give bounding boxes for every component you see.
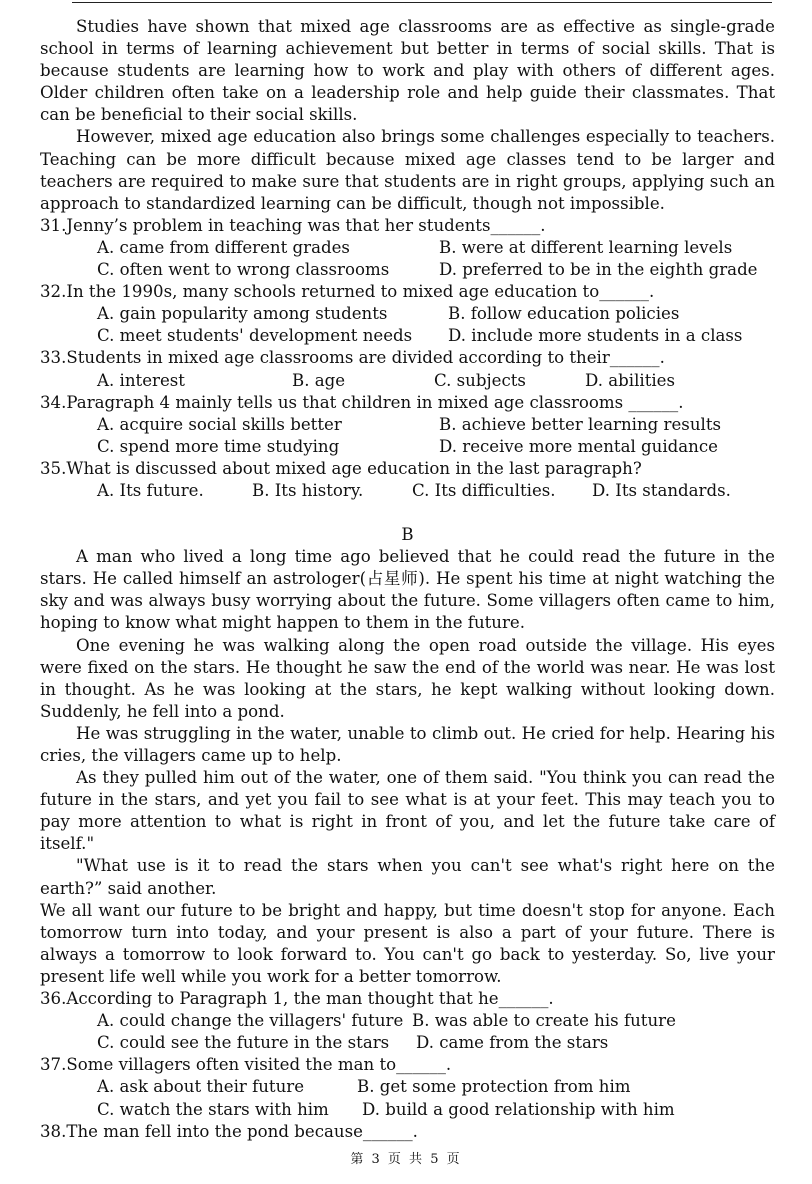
passage-b-paragraph: He was struggling in the water, unable to climb out. He cried for help. Hearing his cries, the villagers came up to help. <box>40 723 775 765</box>
option-c[interactable]: C. spend more time studying <box>97 436 340 456</box>
option-d[interactable]: D. preferred to be in the eighth grade <box>439 260 758 280</box>
exam-page <box>40 16 775 1143</box>
question-35: 35.What is discussed about mixed age education in the last paragraph? <box>40 458 642 478</box>
options-row <box>40 237 775 259</box>
option-c[interactable]: C. Its difficulties. <box>412 480 556 500</box>
option-d[interactable]: D. abilities <box>585 370 676 390</box>
question-36: 36.According to Paragraph 1, the man thought that he______. <box>40 989 554 1009</box>
options-row <box>40 1010 775 1032</box>
question-37: 37.Some villagers often visited the man to______. <box>40 1055 452 1075</box>
passage-b-paragraph: A man who lived a long time ago believed that he could read the future in the stars. He called himself an astrologer(占星师). He spent his time at night watching the sky and was always busy worrying about the future. Some villagers often came to him, hoping to know what might happen to them in the future. <box>40 547 775 633</box>
option-a[interactable]: A. could change the villagers' future <box>97 1011 404 1031</box>
options-row <box>40 1099 775 1121</box>
options-row <box>40 1076 775 1098</box>
option-a[interactable]: A. interest <box>97 370 185 390</box>
option-d[interactable]: D. include more students in a class <box>448 326 743 346</box>
question-34: 34.Paragraph 4 mainly tells us that children in mixed age classrooms ______. <box>40 392 684 412</box>
passage-a-paragraph: Studies have shown that mixed age classrooms are as effective as single-grade school in terms of learning achievement but better in terms of social skills. That is because students are learning how to work and play with others of different ages. Older children often take on a leadership role and help guide their classmates. That can be beneficial to their social skills. <box>40 17 775 125</box>
option-d[interactable]: D. came from the stars <box>416 1033 609 1053</box>
option-c[interactable]: C. often went to wrong classrooms <box>97 260 390 280</box>
option-c[interactable]: C. meet students' development needs <box>97 326 413 346</box>
option-c[interactable]: C. could see the future in the stars <box>97 1033 390 1053</box>
option-a[interactable]: A. acquire social skills better <box>97 414 342 434</box>
question-32: 32.In the 1990s, many schools returned to mixed age education to______. <box>40 282 655 302</box>
options-row <box>40 259 775 281</box>
passage-a-paragraph: However, mixed age education also brings some challenges especially to teachers. Teaching can be more difficult because mixed age classes tend to be larger and teachers are required to make sure that students are in right groups, applying such an approach to standardized learning can be difficult, though not impossible. <box>40 127 775 213</box>
option-b[interactable]: B. Its history. <box>252 480 364 500</box>
passage-b-paragraph: As they pulled him out of the water, one of them said. "You think you can read the future in the stars, and yet you fail to see what is at your feet. This may teach you to pay more attention to what is right in front of you, and let the future take care of itself." <box>40 768 775 854</box>
passage-b-paragraph: "What use is it to read the stars when you can't see what's right here on the earth?” said another. <box>40 856 775 898</box>
question-38: 38.The man fell into the pond because______. <box>40 1121 418 1141</box>
options-row <box>40 370 775 392</box>
passage-b-paragraph: We all want our future to be bright and happy, but time doesn't stop for anyone. Each tomorrow turn into today, and your present is also a part of your future. There is always a tomorrow to look forward to. You can't go back to yesterday. So, live your present life well while you work for a better tomorrow. <box>40 900 775 986</box>
question-33: 33.Students in mixed age classrooms are divided according to their______. <box>40 348 665 368</box>
option-a[interactable]: A. gain popularity among students <box>97 304 388 324</box>
option-b[interactable]: B. age <box>292 370 346 390</box>
option-a[interactable]: A. ask about their future <box>97 1077 305 1097</box>
option-d[interactable]: D. receive more mental guidance <box>439 436 718 456</box>
option-b[interactable]: B. was able to create his future <box>412 1011 676 1031</box>
option-d[interactable]: D. Its standards. <box>592 480 731 500</box>
options-row <box>40 1032 775 1054</box>
option-a[interactable]: A. Its future. <box>97 480 204 500</box>
page-footer: 第 3 页 共 5 页 <box>350 1152 462 1167</box>
passage-b-paragraph: One evening he was walking along the open road outside the village. His eyes were fixed on the stars. He thought he saw the end of the world was near. He was lost in thought. As he was looking at the stars, he kept walking without looking down. Suddenly, he fell into a pond. <box>40 635 775 721</box>
option-b[interactable]: B. achieve better learning results <box>439 414 721 434</box>
top-rule <box>72 2 772 3</box>
options-row <box>40 414 775 436</box>
question-31: 31.Jenny’s problem in teaching was that her students______. <box>40 215 546 235</box>
option-b[interactable]: B. were at different learning levels <box>439 237 733 257</box>
options-row <box>40 325 775 347</box>
option-d[interactable]: D. build a good relationship with him <box>362 1099 675 1119</box>
option-a[interactable]: A. came from different grades <box>97 237 350 257</box>
options-row <box>40 436 775 458</box>
options-row <box>40 480 775 502</box>
section-heading: B <box>401 525 414 545</box>
option-c[interactable]: C. watch the stars with him <box>97 1099 329 1119</box>
option-b[interactable]: B. follow education policies <box>448 304 680 324</box>
option-b[interactable]: B. get some protection from him <box>357 1077 631 1097</box>
options-row <box>40 303 775 325</box>
option-c[interactable]: C. subjects <box>434 370 526 390</box>
